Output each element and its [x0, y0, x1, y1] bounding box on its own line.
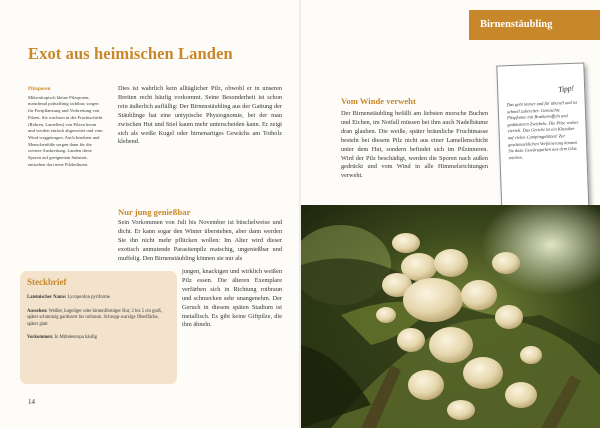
steckbrief-box	[20, 271, 177, 384]
body-column-1: Dies ist wahrlich kein alltäglicher Pilz, obwohl er in unseren Breiten recht häufig vorkommt. Seine Besonderheit ist schon rein äußerlich auffällig: Der Birnenstäubling aus der Gattung der Stäublinge hat eine untypische Physiognomie, bei der man zwischen Hut und Stiel kaum mehr unterscheiden kann. Er zeigt sich als weiße Kugel oder birnenartiges Gewächs am Totholz klebend.	[118, 85, 282, 146]
steckbrief-key: Aussehen:	[27, 308, 48, 314]
sidebar-text: Mikroskopisch kleine Pilzsporen, manchmal polnaffinig sichtbar, sorgen für Fortpflanzung und Verbreitung von Pilzen. Sie wachsen in der Fruchtschicht (Röhren, Lamellen) von Pilzen heran und werden einfach abgeweitet und vom Wind weggetragen. Auch Insekten und Menschenfüße sorgen dann für die weitere Ausbreitung. Landen diese Sporen auf geeignetem Substrat, entstehen dort neue Pilzkulturen.	[28, 94, 103, 167]
steckbrief-row	[27, 295, 170, 302]
body-text-3: Der Birnenstäubling befällt am liebsten morsche Buchen und Eichen, im Notfall müssen bei ihm auch Nadelbäume dran glauben. Die weiße, später bräunliche Fruchtmasse besteht bei diesem Pilz nicht aus einer Lamellenschicht unter dem Hut, sondern befindet sich im Pilzinneren. Wird der Pilz beschädigt, werden die Sporen nach außen gedrückt und vom Wind in alle Himmelsrichtungen verweht.	[341, 110, 488, 180]
tip-label: Tipp!	[557, 83, 575, 94]
body-column-3	[341, 96, 488, 181]
subheading-vom-winde: Vom Winde verweht	[341, 96, 416, 106]
mushroom-photo	[301, 205, 600, 428]
page-number: 14	[28, 398, 35, 406]
body-wrap-right: jungen, knackigen und wirklich weißen Pilz essen. Die älteren Exemplare verfärben sich in Richtung rotbraun und schmecken sehr unangenehm. Der Geruch in diesem späten Stadium ist metallisch. Es gibt keine Giftpilze, die ihm ähneln.	[182, 268, 282, 329]
page-title: Exot aus heimischen Landen	[28, 44, 233, 63]
steckbrief-value: In Mitteleuropa häufig	[54, 335, 97, 340]
steckbrief-key: Lateinischer Name:	[27, 295, 67, 300]
sidebar-heading: Pilzsporen	[28, 87, 51, 92]
body-text-2: Sein Vorkommen von Juli bis November ist büschelweise und dicht. Er kann sogar den Winter überstehen, aber dann werden Sie ihn nicht mehr pflücken wollen: Im Alter wird dieser exotisch anmutende Parasitenpilz matschig, ungenießbar und muffelig. Den Birnenstäubling können sie nur als	[118, 219, 282, 262]
body-column-1-section	[118, 207, 282, 264]
chapter-tab: Birnenstäubling	[469, 10, 600, 40]
sidebar-note	[28, 87, 103, 168]
steckbrief-row	[27, 309, 170, 329]
mushroom-photo-illustration	[301, 205, 600, 428]
steckbrief-value: Weißer, kugeliger oder birnenförmiger Hut, 2 bis 5 cm groß, später schmutzig gardisiert bis rotbraun. Schrupp-warzige Oberfläche, später glatt	[27, 308, 162, 327]
steckbrief-value: Lycoperdon pyriforme	[67, 295, 110, 300]
steckbrief-heading: Steckbrief	[27, 277, 67, 287]
steckbrief-row	[27, 335, 170, 342]
subheading-nur-jung: Nur jung genießbar	[118, 207, 191, 217]
tip-note	[496, 63, 589, 222]
steckbrief-key: Vorkommen:	[27, 335, 54, 340]
tip-text: Das geht immer und für überall und ist schnell zubereitet: Gemischte Pilzpfanne mit Bratkartoffeln und gedünsteten Zwiebeln. Die Pilze vorher viertelt. Das Gericht ist ein Klassiker auf vielen Campingplätzen! Zur geschmacklichen Verfeinerung können Sie dazu Gewürzgurken aus dem Glas reichen.	[506, 99, 579, 160]
